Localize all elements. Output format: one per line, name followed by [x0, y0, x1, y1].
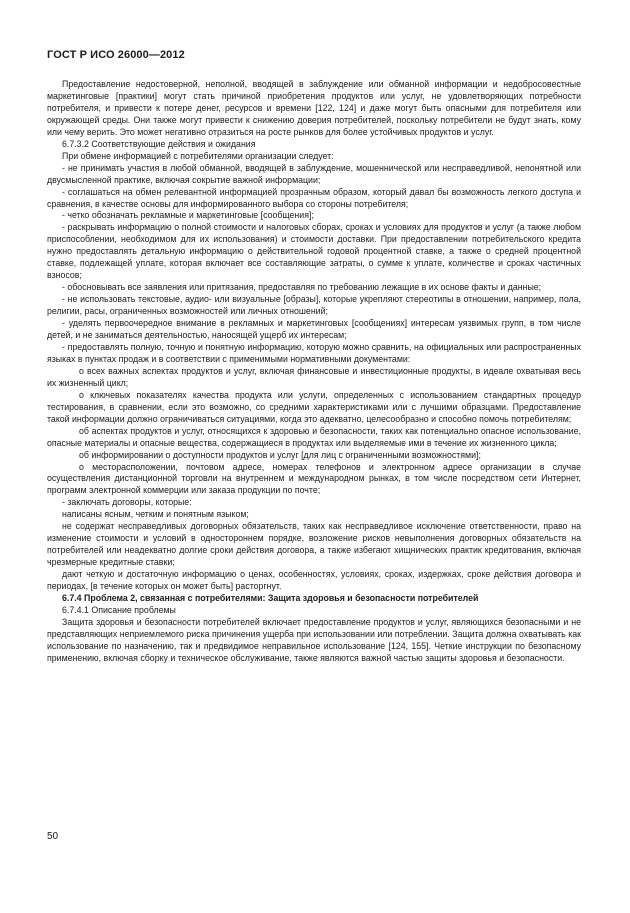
body-paragraph: о всех важных аспектах продуктов и услуг, включая финансовые и инвестиционные продукты, в идеале охватывая весь их жизненный цикл; — [47, 365, 581, 388]
body-paragraph: - предоставлять полную, точную и понятную информацию, которую можно сравнить, на официальных или распространенных языках в пунктах продаж и в соответствии с применимыми нормативными документами: — [47, 341, 581, 364]
body-paragraph: Предоставление недостоверной, неполной, вводящей в заблуждение или обманной информации и недобросовестные маркетинговые [практики] могут стать причиной приобретения продуктов или услуг, не удовлетворяющих потребности потребителя, и привести к потере денег, ресурсов и времени [122, 124] и даже могут быть опасными для потребителя или окружающей среды. Они также могут привести к снижению доверия потребителей, поскольку потребители не будут знать, кому или чему верить. Это может негативно отразиться на росте рынков для более устойчивых продуктов и услуг. — [47, 79, 581, 137]
body-paragraph: - не использовать текстовые, аудио- или визуальные [образы], которые укрепляют стереотипы в отношении, например, пола, религии, расы, ограниченных возможностей или личных отношений; — [47, 294, 581, 317]
body-paragraph: - соглашаться на обмен релевантной информацией прозрачным образом, который давал бы возможность легкого доступа и сравнения, в качестве основы для информированного выбора со стороны потребителя; — [47, 186, 581, 209]
page-number: 50 — [47, 831, 59, 842]
body-paragraph: об аспектах продуктов и услуг, относящихся к здоровью и безопасности, таких как потенциально опасное использование, опасные материалы и опасные вещества, содержащиеся в продуктах или выделяемые ими в течение их жизненного цикла; — [47, 425, 581, 448]
body-paragraph: Защита здоровья и безопасности потребителей включает предоставление продуктов и услуг, являющихся безопасными и не представляющих неприемлемого риска причинения ущерба при использовании или потреблении. Защита должна охватывать как использование по назначению, так и предвидимое неправильное использование [124, 155]. Четкие инструкции по безопасному применению, включая сборку и техническое обслуживание, также являются важной частью защиты здоровья и безопасности. — [47, 616, 581, 663]
body-paragraph: написаны ясным, четким и понятным языком; — [62, 509, 249, 520]
body-paragraph: - заключать договоры, которые: — [62, 497, 192, 508]
document-body — [47, 79, 581, 665]
body-paragraph: об информировании о доступности продуктов и услуг [для лиц с ограниченными возможностями]; — [79, 449, 481, 460]
body-paragraph: - обосновывать все заявления или притязания, предоставляя по требованию лежащие в их основе факты и данные; — [62, 282, 542, 293]
body-paragraph: 6.7.4.1 Описание проблемы — [62, 604, 176, 615]
body-paragraph: не содержат несправедливых договорных обязательств, таких как несправедливое исключение ответственности, право на изменение стоимости и условий в одностороннем порядке, возложение рисков невыполнения договорных обязательств на потребителей или неадекватно долгие сроки действия договора, а также избегают хищнических практик кредитования, включая чрезмерные кредитные ставки; — [47, 521, 581, 568]
body-paragraph: - не принимать участия в любой обманной, вводящей в заблуждение, мошеннической или несправедливой, непонятной или двусмысленной практике, включая сокрытие важной информации; — [47, 162, 581, 185]
body-paragraph: - раскрывать информацию о полной стоимости и налоговых сборах, сроках и условиях для продуктов и услуг (а также любом приспособлении, необходимом для их использования) и стоимости доставки. При предоставлении потребительского кредита нужно предоставлять детальную информацию о действительной годовой процентной ставке, а также о средней процентной ставке, подлежащей уплате, которая включает все составляющие затраты, о сумме к уплате, количестве и сроках частичных взносов; — [47, 222, 581, 281]
body-paragraph: - уделять первоочередное внимание в рекламных и маркетинговых [сообщениях] интересам уязвимых групп, в том числе детей, и не заниматься деятельностью, наносящей ущерб их интересам; — [47, 318, 581, 341]
section-heading: 6.7.4 Проблема 2, связанная с потребителями: Защита здоровья и безопасности потребителей — [62, 592, 479, 603]
body-paragraph: дают четкую и достаточную информацию о ценах, особенностях, условиях, сроках, издержках, сроке действия договора и периодах, [в течение которых он может быть] расторгнут. — [47, 569, 581, 592]
body-paragraph: - четко обозначать рекламные и маркетинговые [сообщения]; — [62, 210, 314, 221]
body-paragraph: При обмене информацией с потребителями организации следует: — [62, 150, 334, 161]
body-paragraph: о месторасположении, почтовом адресе, номерах телефонов и электронном адресе организации в случае осуществления дистанционной торговли на внутреннем и международном рынках, в том числе посредством сети Интернет, программ электронной коммерции или заказа продукции по почте; — [47, 461, 581, 496]
body-paragraph: 6.7.3.2 Соответствующие действия и ожидания — [62, 138, 256, 149]
body-paragraph: о ключевых показателях качества продукта или услуги, определенных с использованием стандартных процедур тестирования, в сравнении, если это возможно, со средними характеристиками или с лучшими образцами. Предоставление такой информации должно ограничиваться ситуациями, когда это адекватно, целесообразно и способно помочь потребителям; — [47, 389, 581, 424]
document-header: ГОСТ Р ИСО 26000—2012 — [47, 49, 185, 61]
